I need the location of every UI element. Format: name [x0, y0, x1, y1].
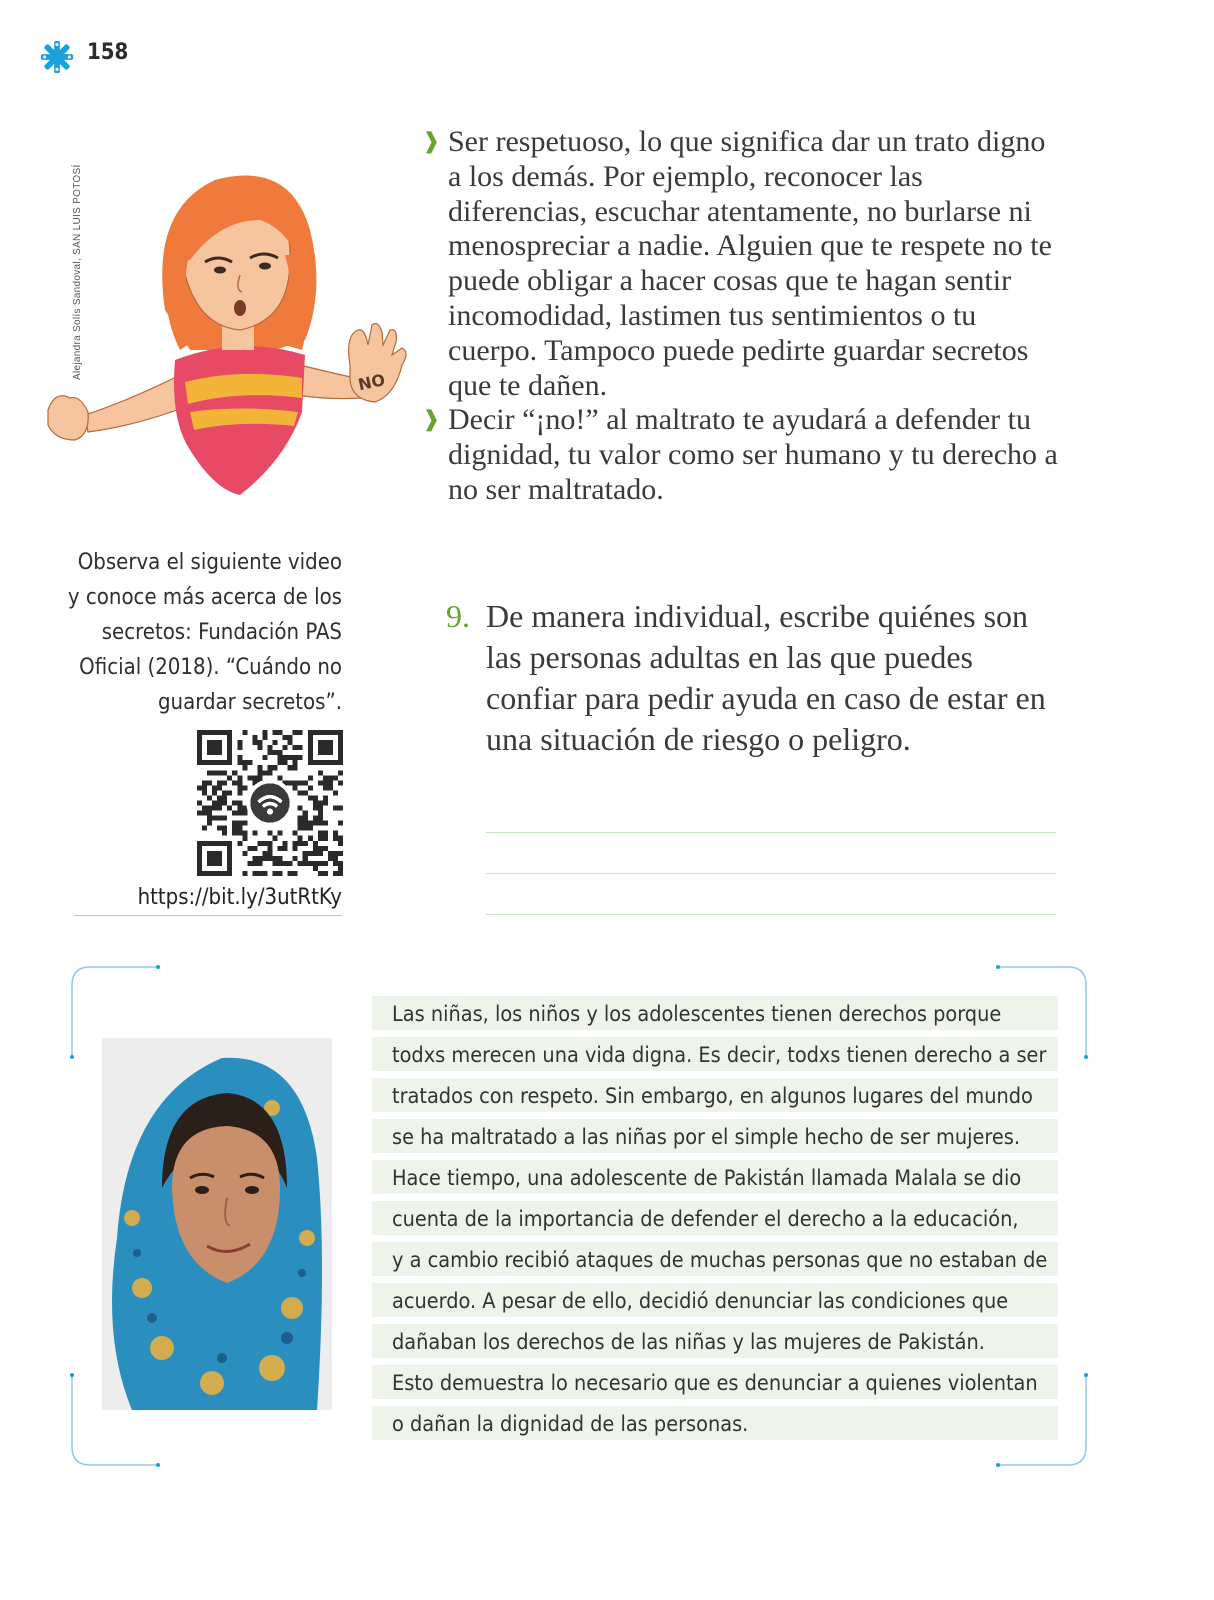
snowflake-logo-icon: [38, 38, 76, 76]
bullet-text: Decir “¡no!” al maltrato te ayudará a defender tu dignidad, tu valor como ser humano y tu derecho a no ser maltratado.: [448, 403, 1058, 506]
info-line: Hace tiempo, una adolescente de Pakistán llamada Malala se dio: [372, 1160, 1058, 1194]
info-line: Las niñas, los niños y los adolescentes tienen derechos porque: [372, 996, 1058, 1030]
answer-line[interactable]: [486, 873, 1056, 874]
qr-divider: [74, 915, 342, 916]
bullet-item: [422, 403, 1062, 507]
activity-9: [446, 596, 1066, 760]
answer-line[interactable]: [486, 914, 1056, 915]
info-line: o dañan la dignidad de las personas.: [372, 1406, 1058, 1440]
answer-line[interactable]: [486, 832, 1056, 833]
bullet-text: Ser respetuoso, lo que significa dar un trato digno a los demás. Por ejemplo, reconocer las diferencias, escuchar atentamente, no burlarse ni menospreciar a nadie. Alguien que te respete no te puede obligar a hacer cosas que te hagan sentir incomodidad, lastimen tus sentimientos o tu cuerpo. Tampoco puede pedirte guardar secretos que te dañen.: [448, 125, 1052, 402]
hand-no-text: NO: [356, 370, 387, 395]
malala-info-text: [372, 996, 1058, 1447]
info-line: y a cambio recibió ataques de muchas personas que no estaban de: [372, 1242, 1058, 1276]
info-line: acuerdo. A pesar de ello, decidió denunciar las condiciones que: [372, 1283, 1058, 1317]
qr-link[interactable]: https://bit.ly/3utRtKy: [137, 885, 342, 910]
qr-caption: Observa el siguiente video y conoce más acerca de los secretos: Fundación PAS Oficial (2018). “Cuándo no guardar secretos”.: [67, 550, 342, 715]
info-line: todxs merecen una vida digna. Es decir, todxs tienen derecho a ser: [372, 1037, 1058, 1071]
bullet-marker-icon: ❱: [422, 407, 441, 433]
info-line: tratados con respeto. Sin embargo, en algunos lugares del mundo: [372, 1078, 1058, 1112]
activity-text: De manera individual, escribe quiénes son las personas adultas en las que puedes confiar para pedir ayuda en caso de estar en una situación de riesgo o peligro.: [486, 598, 1046, 757]
info-line: dañaban los derechos de las niñas y las mujeres de Pakistán.: [372, 1324, 1058, 1358]
bullet-item: [422, 125, 1062, 403]
qr-code-icon[interactable]: [197, 730, 343, 876]
info-line: cuenta de la importancia de defender el derecho a la educación,: [372, 1201, 1058, 1235]
bullet-marker-icon: ❱: [422, 129, 441, 154]
bullet-list: [422, 125, 1062, 508]
page-number: 158: [87, 40, 129, 65]
malala-portrait: [102, 1038, 332, 1410]
illustration-credit: Alejandra Solís Sandoval, SAN LUIS POTOSÍ: [72, 164, 83, 380]
activity-number: 9.: [446, 598, 470, 634]
info-line: se ha maltratado a las niñas por el simple hecho de ser mujeres.: [372, 1119, 1058, 1153]
girl-saying-no-illustration: [40, 150, 410, 520]
info-line: Esto demuestra lo necesario que es denunciar a quienes violentan: [372, 1365, 1058, 1399]
